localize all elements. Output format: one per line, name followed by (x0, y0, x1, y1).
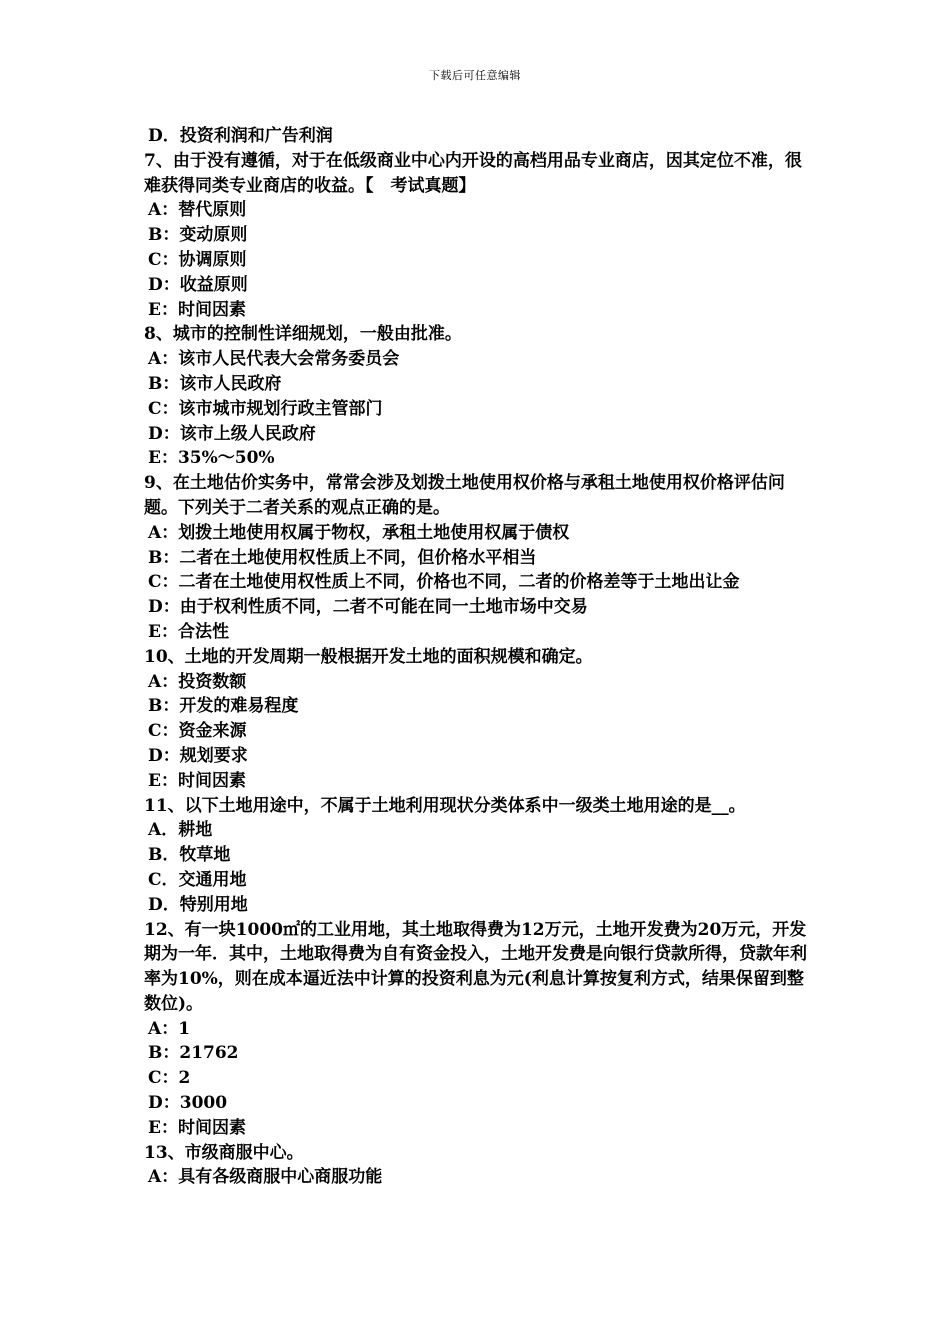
answer-option: C：该市城市规划行政主管部门 (148, 398, 383, 419)
answer-option: D：收益原则 (148, 274, 248, 295)
answer-option: B：开发的难易程度 (148, 696, 299, 717)
answer-option: C．交通用地 (148, 869, 247, 890)
answer-option: C：2 (148, 1068, 191, 1089)
question-text: 11、以下土地用途中，不属于土地利用现状分类体系中一级类土地用途的是__。 (144, 795, 746, 816)
answer-option: A：替代原则 (148, 200, 247, 221)
answer-option: D．投资利润和广告利润 (148, 126, 333, 146)
question-text: 10、土地的开发周期一般根据开发土地的面积规模和确定。 (144, 646, 593, 667)
page-header: 下载后可任意编辑 (429, 69, 521, 82)
answer-option: C：资金来源 (148, 721, 247, 742)
answer-option: D．特别用地 (148, 894, 248, 915)
answer-option: C：协调原则 (148, 249, 247, 270)
answer-option: A：该市人民代表大会常务委员会 (148, 349, 400, 370)
answer-option: A：具有各级商服中心商服功能 (148, 1167, 383, 1188)
answer-option: E：合法性 (148, 621, 229, 642)
answer-option: A：划拨土地使用权属于物权，承租土地使用权属于债权 (148, 522, 570, 543)
question-text: 8、城市的控制性详细规划，一般由批准。 (144, 324, 462, 345)
answer-option: A：投资数额 (148, 671, 247, 692)
answer-option: B：该市人民政府 (148, 373, 282, 394)
answer-option: E：35%～50% (148, 448, 275, 469)
answer-option: E：时间因素 (148, 299, 246, 320)
document-body (144, 124, 810, 1190)
answer-option: E：时间因素 (148, 770, 246, 791)
question-text: 13、市级商服中心。 (144, 1142, 304, 1163)
answer-option: B：变动原则 (148, 225, 248, 246)
answer-option: D：规划要求 (148, 745, 248, 766)
answer-option: B：21762 (148, 1043, 239, 1064)
answer-option: A．耕地 (148, 820, 213, 841)
answer-option: C：二者在土地使用权性质上不同，价格也不同，二者的价格差等于土地出让金 (148, 572, 740, 593)
answer-option: D：该市上级人民政府 (148, 423, 316, 444)
answer-option: A：1 (148, 1018, 191, 1039)
answer-option: B．牧草地 (148, 845, 231, 866)
answer-option: D：由于权利性质不同，二者不可能在同一土地市场中交易 (148, 597, 588, 618)
question-text: 12、有一块1000㎡的工业用地，其土地取得费为12万元，土地开发费为20万元，开发期为一年．其中，土地取得费为自有资金投入，土地开发费是向银行贷款所得，贷款年利率为10%，则在成本逼近法中计算的投资利息为元(利息计算按复利方式，结果保留到整数位)。 (144, 919, 807, 1014)
question-text: 9、在土地估价实务中，常常会涉及划拨土地使用权价格与承租土地使用权价格评估问题。下列关于二者关系的观点正确的是。 (144, 473, 785, 518)
answer-option: E：时间因素 (148, 1117, 246, 1138)
question-text: 7、由于没有遵循，对于在低级商业中心内开设的高档用品专业商店，因其定位不准，很难获得同类专业商店的收益。【 考试真题】 (144, 150, 802, 196)
answer-option: D：3000 (148, 1093, 228, 1114)
answer-option: B：二者在土地使用权性质上不同，但价格水平相当 (148, 547, 537, 568)
